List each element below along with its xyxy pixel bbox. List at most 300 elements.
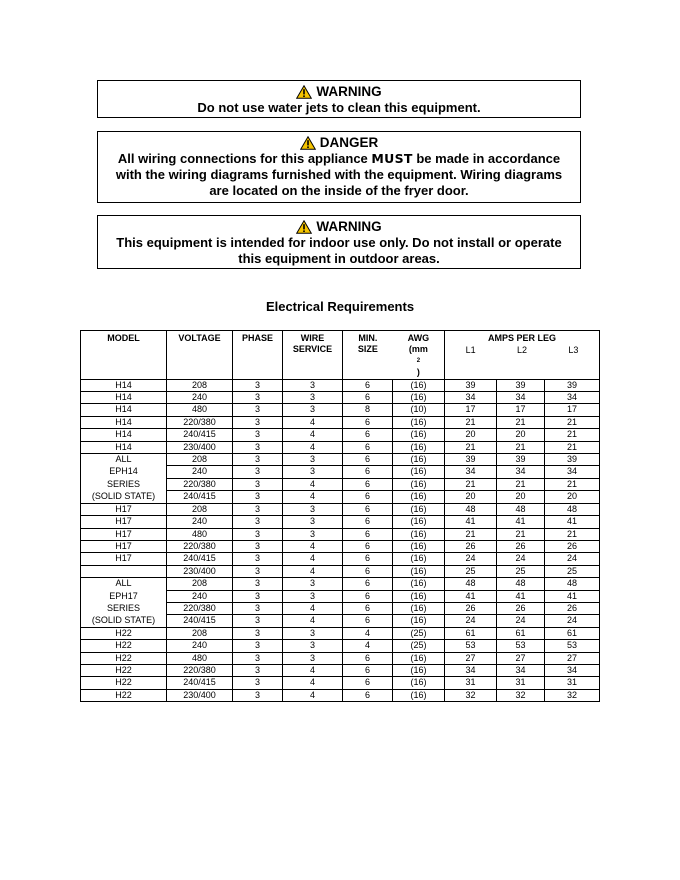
cell-amps-l1: 20 xyxy=(445,491,497,503)
cell-phase: 3 xyxy=(233,404,283,416)
cell-amps-l1: 39 xyxy=(445,379,497,391)
cell-min-size: 6 xyxy=(343,565,393,577)
cell-voltage: 240 xyxy=(167,640,233,652)
cell-amps-l3: 21 xyxy=(545,441,600,453)
table-row xyxy=(81,441,600,453)
cell-voltage: 220/380 xyxy=(167,478,233,490)
cell-awg: (16) xyxy=(393,664,445,676)
table-row xyxy=(81,454,600,466)
cell-amps-l2: 20 xyxy=(497,429,545,441)
header-min-line2: SIZE xyxy=(357,344,378,355)
header-l1: L1 xyxy=(465,345,476,356)
cell-amps-l3: 61 xyxy=(545,627,600,639)
cell-model: H17 xyxy=(81,503,167,515)
cell-awg: (16) xyxy=(393,466,445,478)
table-row xyxy=(81,466,600,478)
cell-amps-l3: 20 xyxy=(545,491,600,503)
cell-model: H14 xyxy=(81,416,167,428)
table-row xyxy=(81,627,600,639)
cell-min-size: 6 xyxy=(343,516,393,528)
cell-min-size: 6 xyxy=(343,652,393,664)
cell-amps-l2: 20 xyxy=(497,491,545,503)
warning-triangle-icon xyxy=(296,85,312,99)
table-row xyxy=(81,590,600,602)
cell-min-size: 6 xyxy=(343,590,393,602)
cell-awg: (16) xyxy=(393,590,445,602)
cell-wire-service: 3 xyxy=(283,640,343,652)
cell-phase: 3 xyxy=(233,627,283,639)
header-min-awg-group xyxy=(343,333,444,379)
cell-voltage: 240 xyxy=(167,466,233,478)
cell-wire-service: 4 xyxy=(283,429,343,441)
table-row xyxy=(81,392,600,404)
cell-amps-l2: 39 xyxy=(497,454,545,466)
cell-model: H17 xyxy=(81,553,167,565)
cell-model: H22 xyxy=(81,664,167,676)
header-awg-mm: (mm xyxy=(408,344,428,355)
warning-text-line-2: this equipment in outdoor areas. xyxy=(238,251,440,266)
cell-model: H17 xyxy=(81,540,167,552)
cell-amps-l2: 41 xyxy=(497,516,545,528)
table-row xyxy=(81,416,600,428)
cell-wire-service: 3 xyxy=(283,454,343,466)
cell-wire-service: 4 xyxy=(283,540,343,552)
cell-wire-service: 3 xyxy=(283,516,343,528)
danger-text-line-2: with the wiring diagrams furnished with the equipment. Wiring diagrams xyxy=(115,167,563,182)
cell-model: H22 xyxy=(81,677,167,689)
table-row xyxy=(81,578,600,590)
cell-wire-service: 4 xyxy=(283,689,343,701)
cell-amps-l1: 21 xyxy=(445,478,497,490)
cell-phase: 3 xyxy=(233,664,283,676)
cell-min-size: 6 xyxy=(343,689,393,701)
cell-amps-l2: 31 xyxy=(497,677,545,689)
cell-min-size: 6 xyxy=(343,429,393,441)
cell-amps-l3: 26 xyxy=(545,540,600,552)
cell-model: H22 xyxy=(81,689,167,701)
cell-voltage: 240/415 xyxy=(167,553,233,565)
cell-phase: 3 xyxy=(233,540,283,552)
cell-min-size: 6 xyxy=(343,578,393,590)
cell-wire-service: 4 xyxy=(283,416,343,428)
cell-awg: (16) xyxy=(393,429,445,441)
cell-awg: (16) xyxy=(393,503,445,515)
cell-wire-service: 3 xyxy=(283,392,343,404)
cell-amps-l1: 53 xyxy=(445,640,497,652)
table-row xyxy=(81,677,600,689)
table-row xyxy=(81,652,600,664)
cell-voltage: 240 xyxy=(167,392,233,404)
cell-amps-l2: 25 xyxy=(497,565,545,577)
cell-min-size: 6 xyxy=(343,392,393,404)
cell-awg: (16) xyxy=(393,677,445,689)
warning-text: Do not use water jets to clean this equipment. xyxy=(197,100,481,115)
cell-amps-l3: 21 xyxy=(545,528,600,540)
table-row xyxy=(81,491,600,503)
warning-heading xyxy=(98,84,580,100)
cell-amps-l2: 32 xyxy=(497,689,545,701)
cell-awg: (16) xyxy=(393,416,445,428)
cell-min-size: 6 xyxy=(343,491,393,503)
cell-phase: 3 xyxy=(233,652,283,664)
cell-amps-l1: 26 xyxy=(445,602,497,614)
table-row xyxy=(81,528,600,540)
cell-amps-l1: 17 xyxy=(445,404,497,416)
cell-voltage: 208 xyxy=(167,578,233,590)
cell-amps-l1: 32 xyxy=(445,689,497,701)
table-row xyxy=(81,664,600,676)
cell-wire-service: 4 xyxy=(283,441,343,453)
cell-wire-service: 4 xyxy=(283,602,343,614)
cell-amps-l1: 34 xyxy=(445,466,497,478)
cell-awg: (16) xyxy=(393,454,445,466)
cell-amps-l3: 31 xyxy=(545,677,600,689)
cell-min-size: 6 xyxy=(343,441,393,453)
cell-phase: 3 xyxy=(233,602,283,614)
cell-voltage: 220/380 xyxy=(167,416,233,428)
cell-min-size: 4 xyxy=(343,627,393,639)
cell-wire-service: 4 xyxy=(283,478,343,490)
cell-wire-service: 3 xyxy=(283,379,343,391)
cell-wire-service: 4 xyxy=(283,553,343,565)
cell-voltage: 220/380 xyxy=(167,540,233,552)
cell-amps-l1: 25 xyxy=(445,565,497,577)
cell-phase: 3 xyxy=(233,565,283,577)
cell-voltage: 240/415 xyxy=(167,677,233,689)
cell-amps-l1: 39 xyxy=(445,454,497,466)
cell-awg: (10) xyxy=(393,404,445,416)
cell-wire-service: 4 xyxy=(283,664,343,676)
header-awg-superscript: 2 xyxy=(416,357,421,364)
cell-amps-l2: 53 xyxy=(497,640,545,652)
table-row xyxy=(81,640,600,652)
cell-wire-service: 4 xyxy=(283,565,343,577)
cell-voltage: 480 xyxy=(167,528,233,540)
cell-phase: 3 xyxy=(233,528,283,540)
cell-amps-l2: 21 xyxy=(497,478,545,490)
cell-wire-service: 3 xyxy=(283,578,343,590)
header-min-size xyxy=(358,333,378,379)
cell-model: H14 xyxy=(81,392,167,404)
header-l2: L2 xyxy=(517,345,528,356)
cell-amps-l1: 41 xyxy=(445,516,497,528)
cell-awg: (16) xyxy=(393,689,445,701)
cell-phase: 3 xyxy=(233,416,283,428)
header-wire-line1: WIRE xyxy=(300,333,325,343)
cell-model: H22 xyxy=(81,627,167,639)
table-row xyxy=(81,565,600,577)
danger-text-line-1 xyxy=(98,151,580,167)
cell-min-size: 6 xyxy=(343,416,393,428)
table-row xyxy=(81,379,600,391)
cell-amps-l1: 31 xyxy=(445,677,497,689)
cell-phase: 3 xyxy=(233,677,283,689)
cell-amps-l3: 41 xyxy=(545,590,600,602)
cell-min-size: 6 xyxy=(343,503,393,515)
cell-amps-l2: 26 xyxy=(497,540,545,552)
cell-model: H14 xyxy=(81,404,167,416)
cell-min-size: 6 xyxy=(343,602,393,614)
cell-wire-service: 4 xyxy=(283,615,343,627)
cell-voltage: 230/400 xyxy=(167,441,233,453)
cell-model: (SOLID STATE) xyxy=(81,491,167,503)
cell-min-size: 6 xyxy=(343,664,393,676)
cell-amps-l3: 26 xyxy=(545,602,600,614)
table-row xyxy=(81,429,600,441)
cell-amps-l1: 21 xyxy=(445,528,497,540)
cell-model: ALL xyxy=(81,578,167,590)
cell-min-size: 6 xyxy=(343,553,393,565)
header-amps-per-leg xyxy=(445,331,600,380)
header-min-size-awg xyxy=(343,331,445,380)
cell-amps-l2: 34 xyxy=(497,466,545,478)
cell-amps-l2: 26 xyxy=(497,602,545,614)
cell-phase: 3 xyxy=(233,553,283,565)
cell-amps-l3: 27 xyxy=(545,652,600,664)
cell-wire-service: 3 xyxy=(283,466,343,478)
cell-awg: (16) xyxy=(393,491,445,503)
cell-voltage: 208 xyxy=(167,503,233,515)
cell-amps-l1: 21 xyxy=(445,416,497,428)
header-awg xyxy=(408,333,430,379)
cell-amps-l2: 39 xyxy=(497,379,545,391)
cell-min-size: 6 xyxy=(343,478,393,490)
cell-amps-l3: 39 xyxy=(545,454,600,466)
cell-amps-l2: 48 xyxy=(497,503,545,515)
cell-amps-l2: 17 xyxy=(497,404,545,416)
cell-min-size: 6 xyxy=(343,528,393,540)
cell-amps-l2: 24 xyxy=(497,553,545,565)
header-wire-line2: SERVICE xyxy=(292,344,333,355)
cell-phase: 3 xyxy=(233,516,283,528)
cell-voltage: 480 xyxy=(167,404,233,416)
cell-model: H14 xyxy=(81,441,167,453)
table-row xyxy=(81,516,600,528)
cell-amps-l2: 34 xyxy=(497,392,545,404)
cell-phase: 3 xyxy=(233,478,283,490)
danger-text-line-3: are located on the inside of the fryer door. xyxy=(209,183,469,198)
table-row xyxy=(81,404,600,416)
cell-amps-l2: 21 xyxy=(497,416,545,428)
cell-amps-l3: 32 xyxy=(545,689,600,701)
cell-phase: 3 xyxy=(233,466,283,478)
cell-model: H14 xyxy=(81,379,167,391)
cell-phase: 3 xyxy=(233,454,283,466)
cell-voltage: 240/415 xyxy=(167,491,233,503)
cell-wire-service: 4 xyxy=(283,677,343,689)
cell-amps-l3: 21 xyxy=(545,478,600,490)
cell-voltage: 240/415 xyxy=(167,615,233,627)
cell-phase: 3 xyxy=(233,392,283,404)
cell-voltage: 240/415 xyxy=(167,429,233,441)
cell-voltage: 240 xyxy=(167,590,233,602)
cell-awg: (25) xyxy=(393,640,445,652)
warning-triangle-icon xyxy=(300,136,316,150)
cell-amps-l3: 34 xyxy=(545,664,600,676)
cell-amps-l1: 61 xyxy=(445,627,497,639)
cell-wire-service: 3 xyxy=(283,528,343,540)
cell-amps-l3: 41 xyxy=(545,516,600,528)
danger-text-part: All wiring connections for this appliance xyxy=(117,151,372,166)
cell-amps-l2: 21 xyxy=(497,528,545,540)
cell-amps-l2: 27 xyxy=(497,652,545,664)
cell-wire-service: 4 xyxy=(283,491,343,503)
cell-awg: (16) xyxy=(393,652,445,664)
cell-amps-l1: 34 xyxy=(445,392,497,404)
cell-min-size: 6 xyxy=(343,379,393,391)
table-header-row xyxy=(81,331,600,380)
cell-model: EPH17 xyxy=(81,590,167,602)
cell-voltage: 480 xyxy=(167,652,233,664)
cell-amps-l2: 41 xyxy=(497,590,545,602)
cell-amps-l2: 61 xyxy=(497,627,545,639)
cell-amps-l1: 21 xyxy=(445,441,497,453)
cell-min-size: 6 xyxy=(343,540,393,552)
cell-awg: (25) xyxy=(393,627,445,639)
cell-amps-l3: 24 xyxy=(545,615,600,627)
cell-voltage: 230/400 xyxy=(167,689,233,701)
cell-amps-l3: 25 xyxy=(545,565,600,577)
cell-amps-l2: 21 xyxy=(497,441,545,453)
cell-awg: (16) xyxy=(393,441,445,453)
cell-voltage: 220/380 xyxy=(167,602,233,614)
cell-amps-l3: 48 xyxy=(545,578,600,590)
header-legs xyxy=(445,345,599,356)
cell-phase: 3 xyxy=(233,429,283,441)
cell-awg: (16) xyxy=(393,516,445,528)
cell-amps-l3: 21 xyxy=(545,429,600,441)
cell-voltage: 208 xyxy=(167,454,233,466)
cell-awg: (16) xyxy=(393,478,445,490)
cell-amps-l1: 27 xyxy=(445,652,497,664)
cell-phase: 3 xyxy=(233,578,283,590)
cell-awg: (16) xyxy=(393,392,445,404)
cell-awg: (16) xyxy=(393,578,445,590)
table-row xyxy=(81,540,600,552)
cell-amps-l1: 26 xyxy=(445,540,497,552)
cell-amps-l1: 24 xyxy=(445,615,497,627)
cell-model: H14 xyxy=(81,429,167,441)
cell-min-size: 6 xyxy=(343,677,393,689)
header-phase: PHASE xyxy=(233,331,283,380)
electrical-requirements-table xyxy=(80,330,600,702)
cell-model xyxy=(81,565,167,577)
cell-min-size: 6 xyxy=(343,466,393,478)
cell-amps-l1: 48 xyxy=(445,578,497,590)
warning-triangle-icon xyxy=(296,220,312,234)
cell-wire-service: 3 xyxy=(283,627,343,639)
header-amps-title: AMPS PER LEG xyxy=(488,333,557,343)
cell-phase: 3 xyxy=(233,491,283,503)
cell-model: (SOLID STATE) xyxy=(81,615,167,627)
cell-awg: (16) xyxy=(393,615,445,627)
table-row xyxy=(81,602,600,614)
cell-awg: (16) xyxy=(393,528,445,540)
cell-amps-l2: 34 xyxy=(497,664,545,676)
table-row xyxy=(81,553,600,565)
cell-phase: 3 xyxy=(233,640,283,652)
cell-model: H22 xyxy=(81,652,167,664)
cell-voltage: 240 xyxy=(167,516,233,528)
cell-phase: 3 xyxy=(233,441,283,453)
cell-phase: 3 xyxy=(233,503,283,515)
cell-awg: (16) xyxy=(393,540,445,552)
cell-amps-l3: 24 xyxy=(545,553,600,565)
cell-amps-l3: 39 xyxy=(545,379,600,391)
cell-amps-l1: 41 xyxy=(445,590,497,602)
cell-voltage: 230/400 xyxy=(167,565,233,577)
cell-min-size: 8 xyxy=(343,404,393,416)
cell-amps-l3: 17 xyxy=(545,404,600,416)
cell-awg: (16) xyxy=(393,553,445,565)
warning-box-indoor-use xyxy=(97,215,581,269)
cell-awg: (16) xyxy=(393,379,445,391)
cell-model: SERIES xyxy=(81,602,167,614)
cell-amps-l3: 34 xyxy=(545,466,600,478)
warning-title: WARNING xyxy=(316,219,382,234)
cell-phase: 3 xyxy=(233,590,283,602)
cell-phase: 3 xyxy=(233,615,283,627)
warning-title: WARNING xyxy=(316,84,382,99)
cell-awg: (16) xyxy=(393,565,445,577)
cell-min-size: 4 xyxy=(343,640,393,652)
table-body xyxy=(81,379,600,702)
cell-amps-l2: 48 xyxy=(497,578,545,590)
header-awg-line1: AWG xyxy=(407,333,430,343)
cell-model: H17 xyxy=(81,528,167,540)
table-row xyxy=(81,478,600,490)
header-l3: L3 xyxy=(568,345,579,356)
cell-amps-l3: 34 xyxy=(545,392,600,404)
danger-box-wiring xyxy=(97,131,581,203)
danger-heading xyxy=(98,135,580,151)
cell-min-size: 6 xyxy=(343,615,393,627)
table-row xyxy=(81,503,600,515)
cell-amps-l1: 20 xyxy=(445,429,497,441)
cell-phase: 3 xyxy=(233,379,283,391)
table-row xyxy=(81,689,600,701)
cell-amps-l2: 24 xyxy=(497,615,545,627)
cell-model: H17 xyxy=(81,516,167,528)
cell-phase: 3 xyxy=(233,689,283,701)
cell-model: EPH14 xyxy=(81,466,167,478)
table-title: Electrical Requirements xyxy=(265,299,415,314)
header-model: MODEL xyxy=(81,331,167,380)
cell-wire-service: 3 xyxy=(283,503,343,515)
cell-amps-l1: 24 xyxy=(445,553,497,565)
cell-wire-service: 3 xyxy=(283,404,343,416)
cell-voltage: 220/380 xyxy=(167,664,233,676)
warning-text-line-1: This equipment is intended for indoor use only. Do not install or operate xyxy=(116,235,562,250)
cell-min-size: 6 xyxy=(343,454,393,466)
cell-wire-service: 3 xyxy=(283,652,343,664)
header-awg-line2 xyxy=(408,344,430,378)
warning-heading xyxy=(98,219,580,235)
danger-title: DANGER xyxy=(319,135,379,150)
cell-voltage: 208 xyxy=(167,379,233,391)
cell-model: H22 xyxy=(81,640,167,652)
cell-model: ALL xyxy=(81,454,167,466)
table-row xyxy=(81,615,600,627)
danger-text-part: be made in accordance xyxy=(412,151,561,166)
cell-amps-l3: 53 xyxy=(545,640,600,652)
cell-amps-l3: 21 xyxy=(545,416,600,428)
header-awg-close: ) xyxy=(416,367,420,378)
header-min-line1: MIN. xyxy=(358,333,378,343)
cell-amps-l3: 48 xyxy=(545,503,600,515)
cell-amps-l1: 48 xyxy=(445,503,497,515)
cell-voltage: 208 xyxy=(167,627,233,639)
